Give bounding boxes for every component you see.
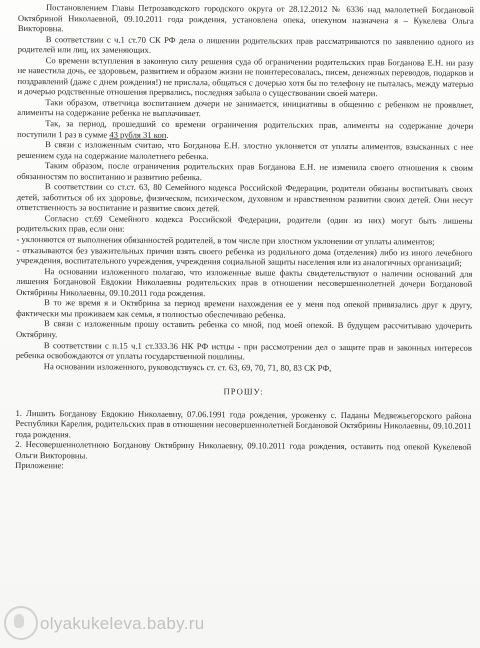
attachments-label: Приложение:	[15, 460, 64, 471]
paragraph-attachment: В то же время я и Октябрина за период времени нахождения ее у меня под опекой привязались друг к другу, фактически мы проживаем как семья, я полностью обеспечиваю ребенка.	[16, 297, 473, 320]
alimony-sum: 43 рубля 31 коп	[109, 129, 167, 140]
watermark-text: olyakukeleva.baby.ru	[40, 614, 205, 633]
alimony-text: Так, за период, прошедший со времени ограничения родительских прав, алименты на содержание дочери поступили 1 раз в сумме	[17, 118, 474, 140]
paragraph-conclusion: На основании изложенного полагаю, что изложенные выше факты свидетельствуют о наличии оснований для лишения Богдановой Евдокии Николаевны родительских прав в отношении несовершеннолетней дочери Богдановой Октябрины Николаевны, 09.10.2011 года рождения.	[16, 265, 473, 298]
paragraph-no-contact: Со времени вступления в законную силу решения суда об ограничении родительских прав Богданова Е.Н. ни разу не навестила дочь, ее здоровьем, развитием и образом жизни не поинтересовалась, писем, денежных переводов, подарков и поздравлений (даже с днем рождения!) не прислала, общаться с дочерью хотя бы по телефону не пыталась, между матерью и дочерью родственные отношения прервались, последняя забыла о существовании своей матери.	[17, 54, 474, 99]
list-item-refusal: - отказываются без уважительных причин взять своего ребенка из родильного дома (отделения) либо из иного лечебного учреждения, воспитательного учреждения, учреждения социальной защиты населения или из аналогичных организаций;	[16, 244, 473, 268]
paragraph-guardianship: Постановлением Главы Петрозаводского городского округа от 28.12.2012 № 6336 над малолетней Богдановой Октябриной Николаевной, 09.10.2011 года рождения, установлена опека, опекуном назначена я – Кукелева Ольга Викторовна.	[17, 2, 474, 34]
paragraph-no-upbringing: Таки образом, ответчица воспитанием дочери не занимается, инициативы в общению с ребенком не проявляет, алименты на содержание ребенка не выплачивает.	[17, 97, 474, 119]
paragraph-alimony-amount: Так, за период, прошедший со времени ограничения родительских прав, алименты на содержание дочери поступили 1 раз в сумме 43 рубля 31 коп.	[17, 118, 474, 140]
paragraph-legal-grounds: На основании изложенного, руководствуясь ст. ст. 63, 69, 70, 71, 80, 83 СК РФ,	[43, 360, 332, 373]
paragraph-family-code-63-80: В соответствии со ст.ст. 63, 80 Семейного кодекса Российской Федерации, родители обязаны воспитывать своих детей, заботиться об их здоровье, физическом, психическом, духовном и нравственном развитии своих детей. Они несут ответственность за воспитание и развитие своих детей.	[16, 181, 473, 214]
request-heading: ПРОШУ:	[223, 386, 264, 397]
paragraph-family-code-69: Согласно ст.69 Семейного кодекса Российской Федерации, родители (один из них) могут быть лишены родительских прав, если они:	[16, 213, 473, 235]
request-item-1: 1. Лишить Богданову Евдокию Николаевну, 07.06.1991 года рождения, уроженку с. Паданы Медвежьегорского района Республики Карелия, родительских прав в отношении несовершеннолетней Богдановой Октябрины Николаевны, 09.10.2011 года рождения.	[15, 407, 472, 440]
paragraph-legal-basis: В соответствии с ч.1 ст.70 СК РФ дела о лишении родительских прав рассматриваются по заявлению одного из родителей или лиц, их заменяющих.	[17, 33, 474, 56]
watermark-baby-icon	[4, 606, 38, 640]
document-body	[15, 2, 474, 474]
paragraph-keep-child: В связи с изложенным прошу оставить ребенка со мной, под моей опекой. В будущем рассчитываю удочерить Октябрину.	[15, 318, 473, 340]
list-item-evasion: - уклоняются от выполнения обязанностей родителей, в том числе при злостном уклонении от уплаты алиментов;	[16, 234, 435, 247]
paragraph-evasion: В связи с изложенным считаю, что Богданова Е.Н. злостно уклоняется от уплаты алиментов, взысканных с нее решением суда на содержание малолетнего ребенка.	[17, 139, 474, 161]
paragraph-no-change: Таким образом, после ограничения родительских прав Богданова Е.Н. не изменила своего отношения к своим обязанностям по воспитанию и развитию ребенка.	[16, 160, 474, 182]
paragraph-tax-exemption: В соответствии с п.15 ч.1 ст.333.36 НК РФ истцы - при рассмотрении дел о защите прав и законных интересов ребенка освобождаются от уплаты государственной пошлины.	[15, 339, 472, 362]
request-item-2: 2. Несовершеннолетнюю Богданову Октябрину Николаевну, 09.10.2011 года рождения, оставить под опекой Кукелевой Ольги Викторовны.	[15, 439, 472, 461]
